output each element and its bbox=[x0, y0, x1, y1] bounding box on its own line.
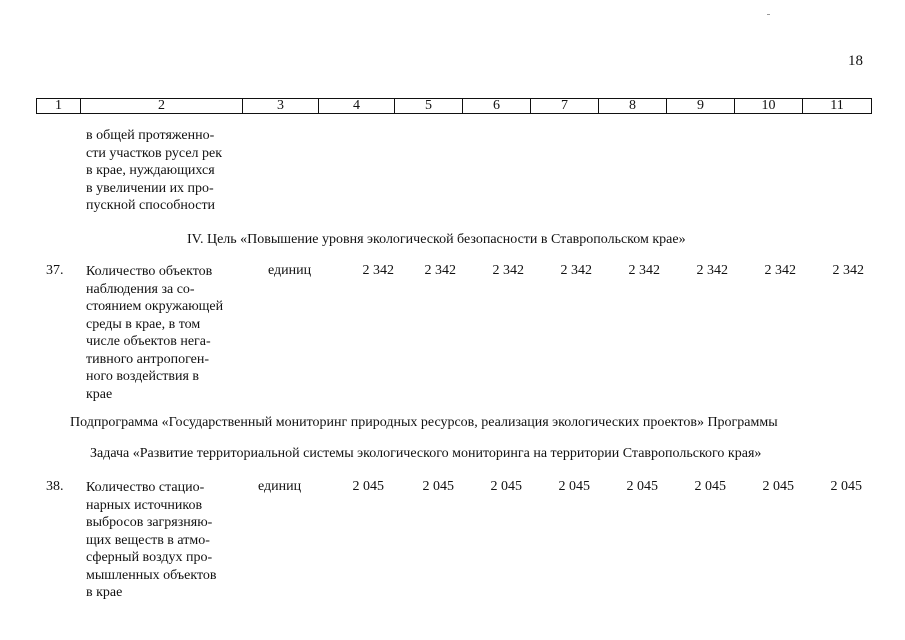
row-value: 2 045 bbox=[352, 479, 384, 494]
description-line: выбросов загрязняю- bbox=[86, 515, 213, 530]
header-cell: 1 bbox=[37, 99, 81, 114]
continuation-description bbox=[86, 127, 236, 215]
row-description bbox=[86, 263, 236, 403]
description-line: тивного антропоген- bbox=[86, 351, 210, 367]
description-line: нарных источников bbox=[86, 497, 203, 513]
row-number: 38. bbox=[46, 479, 64, 494]
header-cell: 7 bbox=[531, 99, 599, 114]
header-cell: 11 bbox=[803, 99, 872, 114]
row-value: 2 342 bbox=[832, 263, 864, 278]
description-line: среды в крае, в том bbox=[86, 316, 201, 332]
header-cell: 2 bbox=[81, 99, 243, 114]
row-value: 2 342 bbox=[696, 263, 728, 278]
row-value: 2 045 bbox=[830, 479, 862, 494]
description-line: в увеличении их про- bbox=[86, 180, 214, 196]
scan-speck bbox=[767, 14, 770, 15]
description-line: в общей протяженно- bbox=[86, 128, 215, 143]
row-number: 37. bbox=[46, 263, 64, 278]
description-line: ного воздействия в bbox=[86, 369, 199, 384]
header-cell: 8 bbox=[599, 99, 667, 114]
row-value: 2 342 bbox=[560, 263, 592, 278]
row-value: 2 342 bbox=[362, 263, 394, 278]
header-cell: 3 bbox=[243, 99, 319, 114]
description-line: Количество стацио- bbox=[86, 480, 205, 495]
description-line: числе объектов нега- bbox=[86, 334, 211, 349]
description-line: пускной способности bbox=[86, 198, 216, 213]
description-line: щих веществ в атмо- bbox=[86, 532, 210, 548]
row-value: 2 045 bbox=[762, 479, 794, 494]
description-line: наблюдения за со- bbox=[86, 281, 195, 297]
row-value: 2 045 bbox=[626, 479, 658, 494]
description-line: крае bbox=[86, 386, 113, 402]
header-cell: 6 bbox=[463, 99, 531, 114]
description-line: стоянием окружающей bbox=[86, 299, 224, 314]
header-cell: 4 bbox=[319, 99, 395, 114]
row-value: 2 342 bbox=[492, 263, 524, 278]
header-cell: 5 bbox=[395, 99, 463, 114]
row-value: 2 342 bbox=[764, 263, 796, 278]
task-heading: Задача «Развитие территориальной системы экологического мониторинга на территории Ставропольского края» bbox=[90, 446, 762, 461]
description-line: сти участков русел рек bbox=[86, 145, 223, 161]
description-line: сферный воздух про- bbox=[86, 550, 213, 565]
description-line: в крае bbox=[86, 585, 123, 600]
row-value: 2 045 bbox=[490, 479, 522, 494]
header-row bbox=[37, 99, 872, 114]
row-description bbox=[86, 479, 236, 602]
row-value: 2 045 bbox=[422, 479, 454, 494]
row-value: 2 342 bbox=[424, 263, 456, 278]
page-number: 18 bbox=[848, 53, 863, 69]
column-header-table bbox=[36, 98, 872, 114]
row-unit: единиц bbox=[258, 479, 302, 494]
description-line: Количество объектов bbox=[86, 264, 213, 279]
description-line: мышленных объектов bbox=[86, 567, 217, 583]
section-iv-heading: IV. Цель «Повышение уровня экологической безопасности в Ставропольском крае» bbox=[187, 232, 686, 247]
subprogram-heading: Подпрограмма «Государственный мониторинг природных ресурсов, реализация экологических проектов» Программы bbox=[70, 415, 778, 430]
description-line: в крае, нуждающихся bbox=[86, 163, 215, 178]
header-cell: 9 bbox=[667, 99, 735, 114]
row-value: 2 045 bbox=[694, 479, 726, 494]
row-value: 2 342 bbox=[628, 263, 660, 278]
continuation-full-text bbox=[0, 0, 1, 1]
row-unit: единиц bbox=[268, 263, 312, 278]
header-cell: 10 bbox=[735, 99, 803, 114]
row-value: 2 045 bbox=[558, 479, 590, 494]
